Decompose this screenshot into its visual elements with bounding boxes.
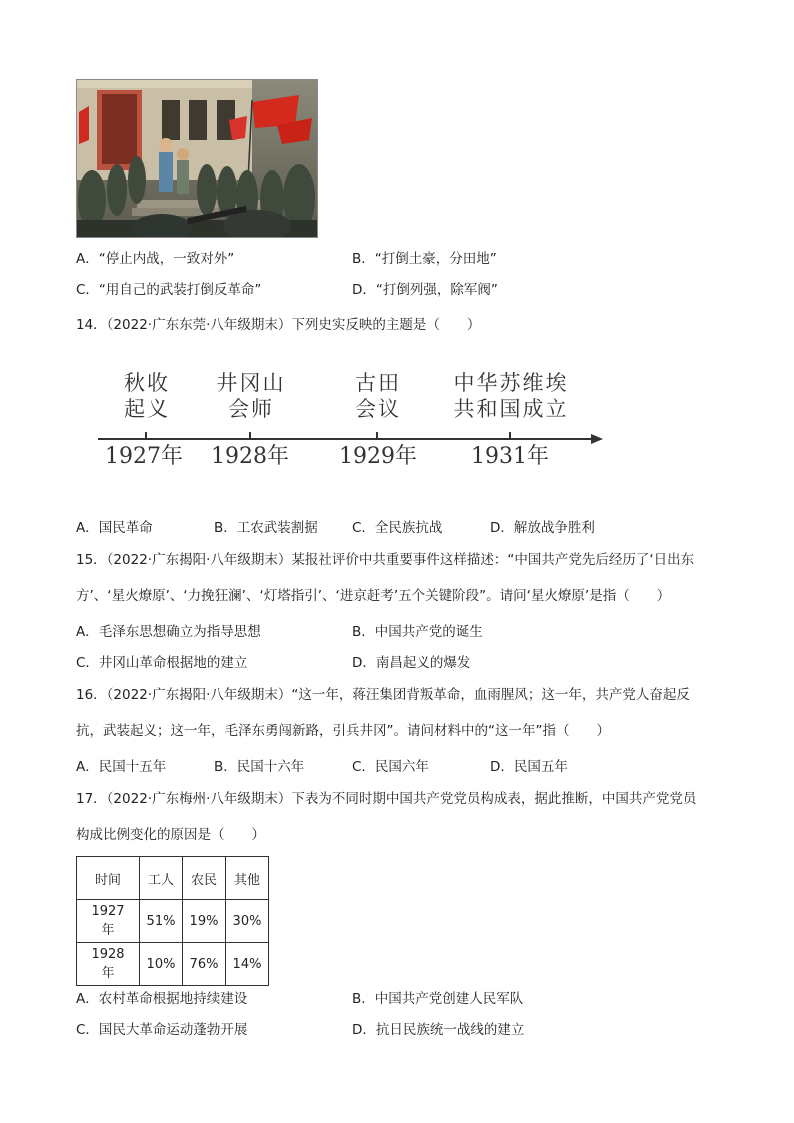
q14-stem: 14．（2022·广东东莞·八年级期末）下列史实反映的主题是（ ）: [76, 317, 481, 333]
q15-option-d[interactable]: D．南昌起义的爆发: [352, 655, 471, 671]
table-row: [77, 900, 269, 943]
event-1-line1: 秋收: [124, 371, 170, 395]
q14-option-a[interactable]: A．国民革命: [76, 520, 153, 536]
q15-stem-line2: 方’、‘星火燎原’、‘力挽狂澜’、‘灯塔指引’、‘进京赶考’五个关键阶段”。请问‘星火燎原’是指（ ）: [76, 588, 671, 604]
q15-option-a[interactable]: A．毛泽东思想确立为指导思想: [76, 624, 261, 640]
timeline-year-4: 1931年: [471, 444, 549, 469]
q14-option-b[interactable]: B．工农武装割据: [214, 520, 318, 536]
event-3-line1: 古田: [355, 371, 401, 395]
q16-option-d[interactable]: D．民国五年: [490, 759, 568, 775]
q13-option-c[interactable]: C．“用自己的武装打倒反革命”: [76, 282, 262, 298]
q17-option-a[interactable]: A．农村革命根据地持续建设: [76, 991, 248, 1007]
event-2-line2: 会师: [228, 397, 274, 421]
table-header-row: [77, 857, 269, 900]
event-4-line2: 共和国成立: [453, 397, 569, 421]
event-3-line2: 会议: [355, 397, 401, 421]
q15-option-b[interactable]: B．中国共产党的诞生: [352, 624, 483, 640]
event-2-line1: 井冈山: [216, 371, 286, 395]
q17-stem-line2: 构成比例变化的原因是（ ）: [76, 827, 265, 843]
table-cell: 14%: [226, 943, 269, 986]
timeline-year-2: 1928年: [211, 444, 289, 469]
table-cell: 51%: [140, 900, 183, 943]
painting-illustration: [77, 80, 317, 237]
timeline-year-1: 1927年: [105, 444, 183, 469]
q13-option-b[interactable]: B．“打倒土豪，分田地”: [352, 251, 497, 267]
party-member-table: [76, 856, 269, 986]
table-cell: 19%: [183, 900, 226, 943]
q15-stem-line1: 15．（2022·广东揭阳·八年级期末）某报社评价中共重要事件这样描述：“中国共产党先后经历了‘日出东: [76, 552, 695, 568]
q17-option-b[interactable]: B．中国共产党创建人民军队: [352, 991, 524, 1007]
timeline-event-2: [205, 370, 297, 422]
q16-stem-line1: 16．（2022·广东揭阳·八年级期末）“这一年，蒋汪集团背叛革命，血雨腥风；这一年，共产党人奋起反: [76, 687, 690, 703]
table-cell: 10%: [140, 943, 183, 986]
table-row: [77, 943, 269, 986]
event-1-line2: 起义: [124, 397, 170, 421]
q17-stem-line1: 17．（2022·广东梅州·八年级期末）下表为不同时期中国共产党党员构成表，据此推断，中国共产党党员: [76, 791, 697, 807]
table-header-cell: 其他: [226, 857, 269, 900]
q17-option-c[interactable]: C．国民大革命运动蓬勃开展: [76, 1022, 248, 1038]
timeline-event-4: [441, 370, 581, 422]
table-cell: 30%: [226, 900, 269, 943]
q16-option-c[interactable]: C．民国六年: [352, 759, 429, 775]
q14-option-c[interactable]: C．全民族抗战: [352, 520, 443, 536]
timeline-event-3: [347, 370, 409, 422]
timeline-arrow-icon: [591, 434, 603, 444]
event-4-line1: 中华苏维埃: [453, 371, 569, 395]
table-header-cell: 工人: [140, 857, 183, 900]
q16-stem-line2: 抗，武装起义；这一年，毛泽东勇闯新路，引兵井冈”。请问材料中的“这一年”指（ ）: [76, 723, 610, 739]
q14-option-d[interactable]: D．解放战争胜利: [490, 520, 595, 536]
q16-option-a[interactable]: A．民国十五年: [76, 759, 167, 775]
q13-option-d[interactable]: D．“打倒列强，除军阀”: [352, 282, 498, 298]
q15-option-c[interactable]: C．井冈山革命根据地的建立: [76, 655, 248, 671]
table-cell: 1927 年: [77, 900, 140, 943]
q13-option-a[interactable]: A．“停止内战，一致对外”: [76, 251, 235, 267]
timeline-event-1: [117, 370, 177, 422]
table-header-cell: 农民: [183, 857, 226, 900]
table-cell: 76%: [183, 943, 226, 986]
q14-timeline: [95, 362, 615, 482]
table-cell: 1928 年: [77, 943, 140, 986]
q17-option-d[interactable]: D．抗日民族统一战线的建立: [352, 1022, 525, 1038]
table-header-cell: 时间: [77, 857, 140, 900]
timeline-year-3: 1929年: [339, 444, 417, 469]
q16-option-b[interactable]: B．民国十六年: [214, 759, 305, 775]
painting-nanchang-uprising: [76, 79, 318, 238]
